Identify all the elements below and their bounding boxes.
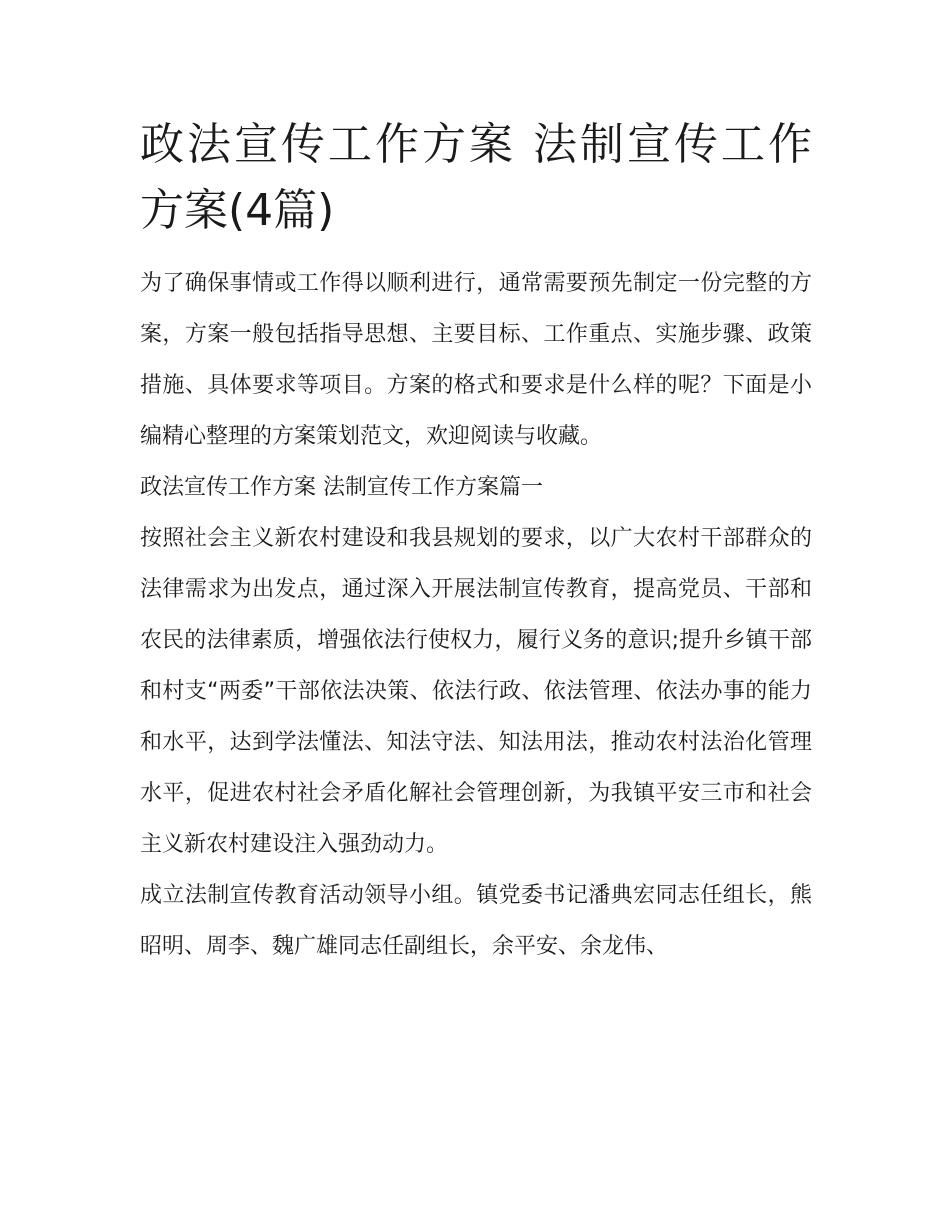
body-paragraph-1: 按照社会主义新农村建设和我县规划的要求，以广大农村干部群众的法律需求为出发点，通过深入开展法制宣传教育，提高党员、干部和农民的法律素质，增强依法行使权力，履行义务的意识;提升乡镇干部和村支“两委”干部依法决策、依法行政、依法管理、依法办事的能力和水平，达到学法懂法、知法守法、知法用法，推动农村法治化管理水平，促进农村社会矛盾化解社会管理创新，为我镇平安三市和社会主义新农村建设注入强劲动力。 bbox=[140, 526, 812, 857]
intro-paragraph: 为了确保事情或工作得以顺利进行，通常需要预先制定一份完整的方案，方案一般包括指导思想、主要目标、工作重点、实施步骤、政策措施、具体要求等项目。方案的格式和要求是什么样的呢？下面是小编精心整理的方案策划范文，欢迎阅读与收藏。 bbox=[140, 271, 812, 449]
section-heading: 政法宣传工作方案 法制宣传工作方案篇一 bbox=[140, 475, 543, 500]
body-paragraph-2: 成立法制宣传教育活动领导小组。镇党委书记潘典宏同志任组长，熊昭明、周李、魏广雄同志任副组长，余平安、余龙伟、 bbox=[140, 883, 812, 959]
document-page bbox=[140, 112, 812, 972]
document-title: 政法宣传工作方案 法制宣传工作方案(4篇) bbox=[140, 119, 812, 236]
